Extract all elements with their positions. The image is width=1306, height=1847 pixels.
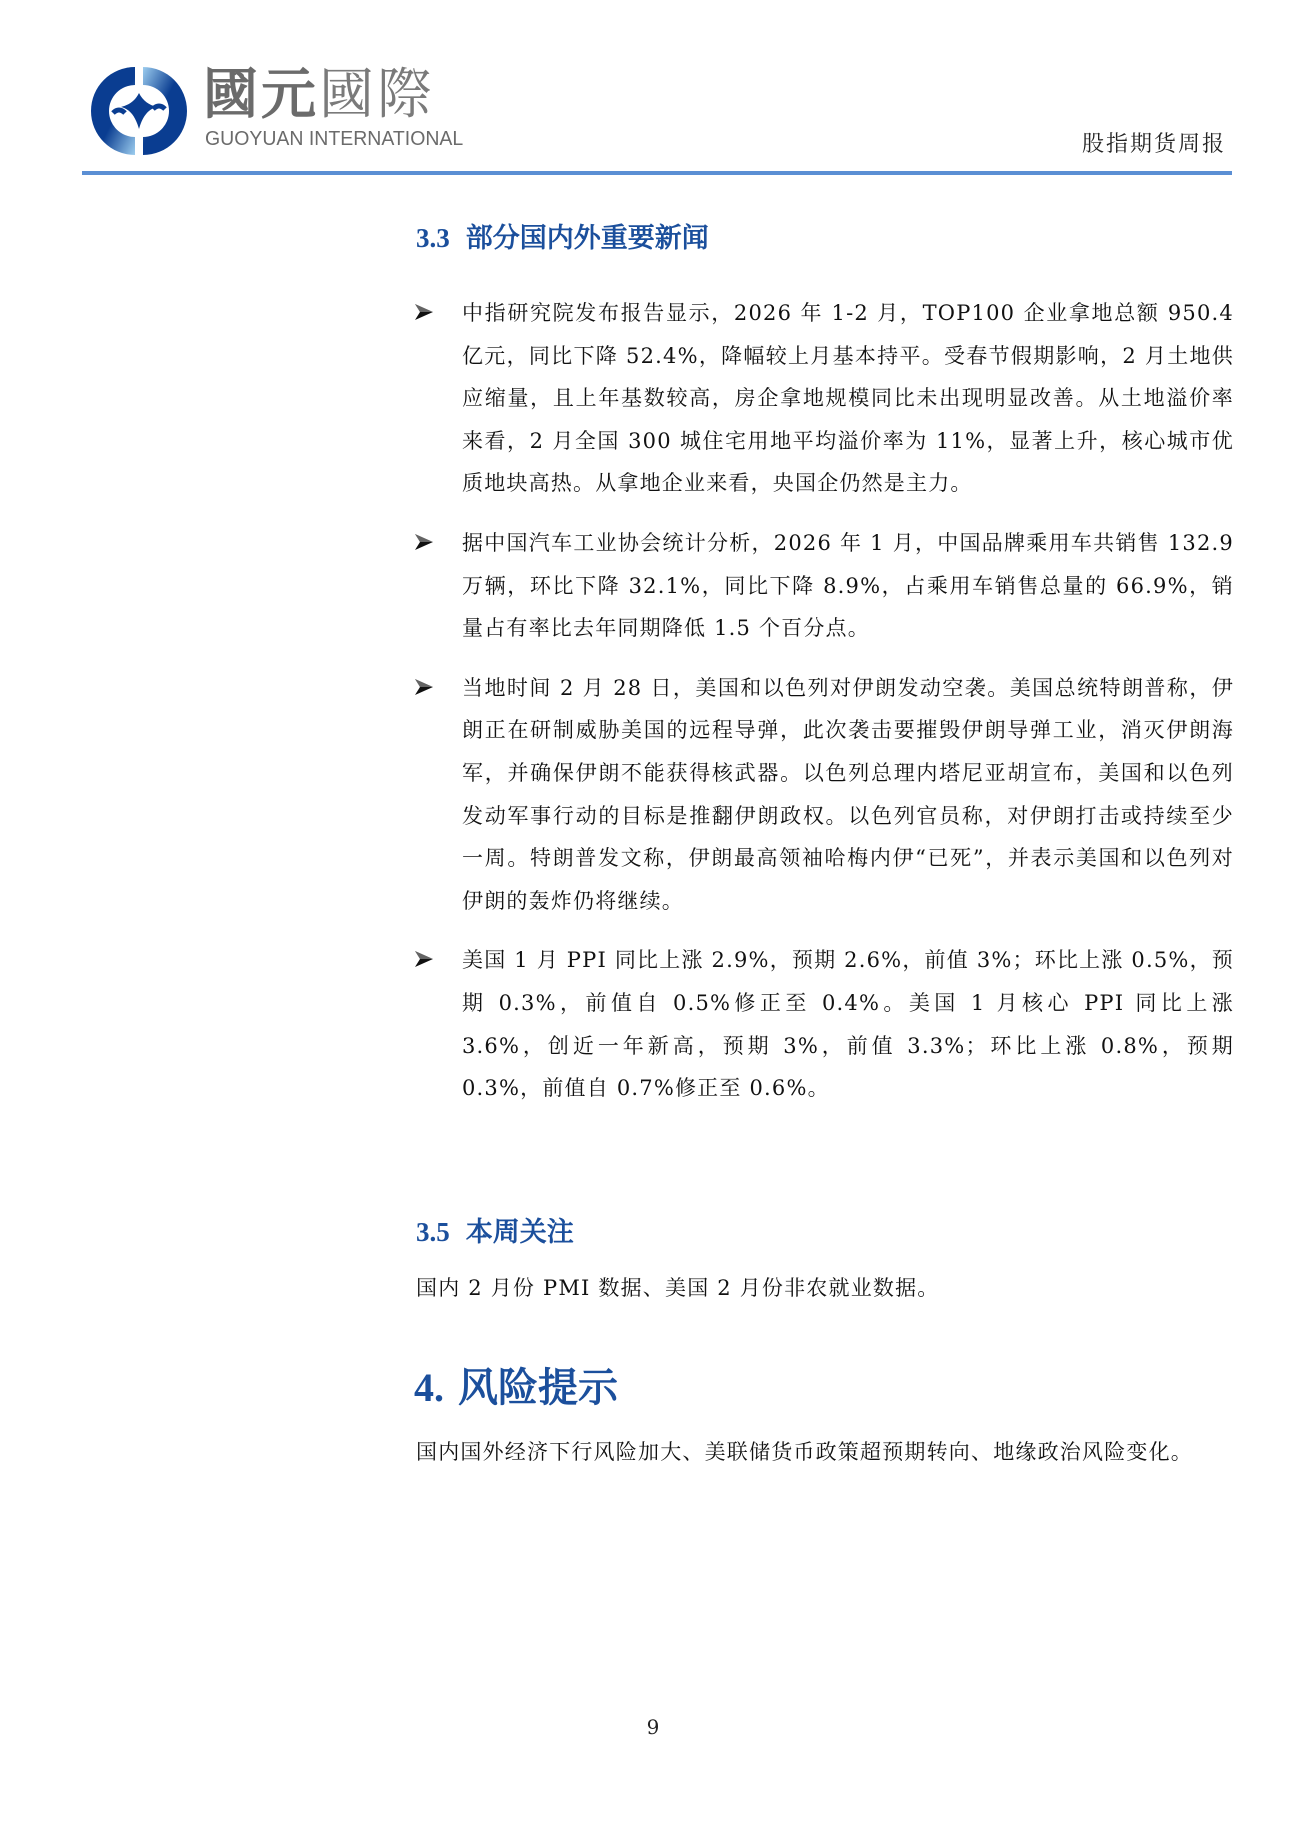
news-text: 当地时间 2 月 28 日，美国和以色列对伊朗发动空袭。美国总统特朗普称，伊朗正在研制威胁美国的远程导弹，此次袭击要摧毁伊朗导弹工业，消灭伊朗海军，并确保伊朗不能获得核武器。以色列总理内塔尼亚胡宣布，美国和以色列发动军事行动的目标是推翻伊朗政权。以色列官员称，对伊朗打击或持续至少一周。特朗普发文称，伊朗最高领袖哈梅内伊“已死”，并表示美国和以色列对伊朗的轰炸仍将继续。 <box>462 675 1234 913</box>
section-heading-3-3 <box>416 221 709 256</box>
section-number: 3.3 <box>416 223 450 253</box>
news-text: 美国 1 月 PPI 同比上涨 2.9%，预期 2.6%，前值 3%；环比上涨 0.5%，预期 0.3%，前值自 0.5%修正至 0.4%。美国 1 月核心 PPI 同比上涨 3.6%，创近一年新高，预期 3%，前值 3.3%；环比上涨 0.8%，预期 0.3%，前值自 0.7%修正至 0.6%。 <box>462 948 1234 1101</box>
section-heading-3-5 <box>416 1215 574 1250</box>
news-item <box>414 667 1234 923</box>
arrow-bullet-icon <box>414 532 434 552</box>
logo-chinese-name <box>203 64 435 124</box>
news-text: 中指研究院发布报告显示，2026 年 1-2 月，TOP100 企业拿地总额 950.4 亿元，同比下降 52.4%，降幅较上月基本持平。受春节假期影响，2 月土地供应缩量，且上年基数较高，房企拿地规模同比未出现明显改善。从土地溢价率来看，2 月全国 300 城住宅用地平均溢价率为 11%，显著上升，核心城市优质地块高热。从拿地企业来看，央国企仍然是主力。 <box>462 301 1234 496</box>
news-list <box>414 292 1234 1127</box>
arrow-bullet-icon <box>414 302 434 322</box>
arrow-bullet-icon <box>414 677 434 697</box>
section-title: 部分国内外重要新闻 <box>465 223 709 254</box>
guoyuan-logo-icon <box>91 63 187 159</box>
logo-cn-bold: 國元 <box>203 62 320 126</box>
news-text: 据中国汽车工业协会统计分析，2026 年 1 月，中国品牌乘用车共销售 132.9 万辆，环比下降 32.1%，同比下降 8.9%，占乘用车销售总量的 66.9%，销量占有率比去年同期降低 1.5 个百分点。 <box>462 530 1234 641</box>
page-number: 9 <box>646 1715 660 1739</box>
section-number: 3.5 <box>416 1217 450 1247</box>
report-type-label: 股指期货周报 <box>1081 132 1226 157</box>
chapter-number: 4. <box>414 1365 444 1410</box>
news-item <box>414 292 1234 505</box>
header-divider <box>82 171 1232 175</box>
chapter-title: 风险提示 <box>458 1364 618 1411</box>
section-3-5-body: 国内 2 月份 PMI 数据、美国 2 月份非农就业数据。 <box>416 1276 940 1300</box>
news-item <box>414 522 1234 650</box>
logo-cn-light: 國際 <box>319 62 436 126</box>
section-title: 本周关注 <box>465 1217 574 1248</box>
logo-english-name: GUOYUAN INTERNATIONAL <box>205 127 464 150</box>
news-item <box>414 939 1234 1109</box>
chapter-heading-4 <box>414 1364 618 1412</box>
chapter-4-body: 国内国外经济下行风险加大、美联储货币政策超预期转向、地缘政治风险变化。 <box>416 1440 1193 1464</box>
arrow-bullet-icon <box>414 949 434 969</box>
